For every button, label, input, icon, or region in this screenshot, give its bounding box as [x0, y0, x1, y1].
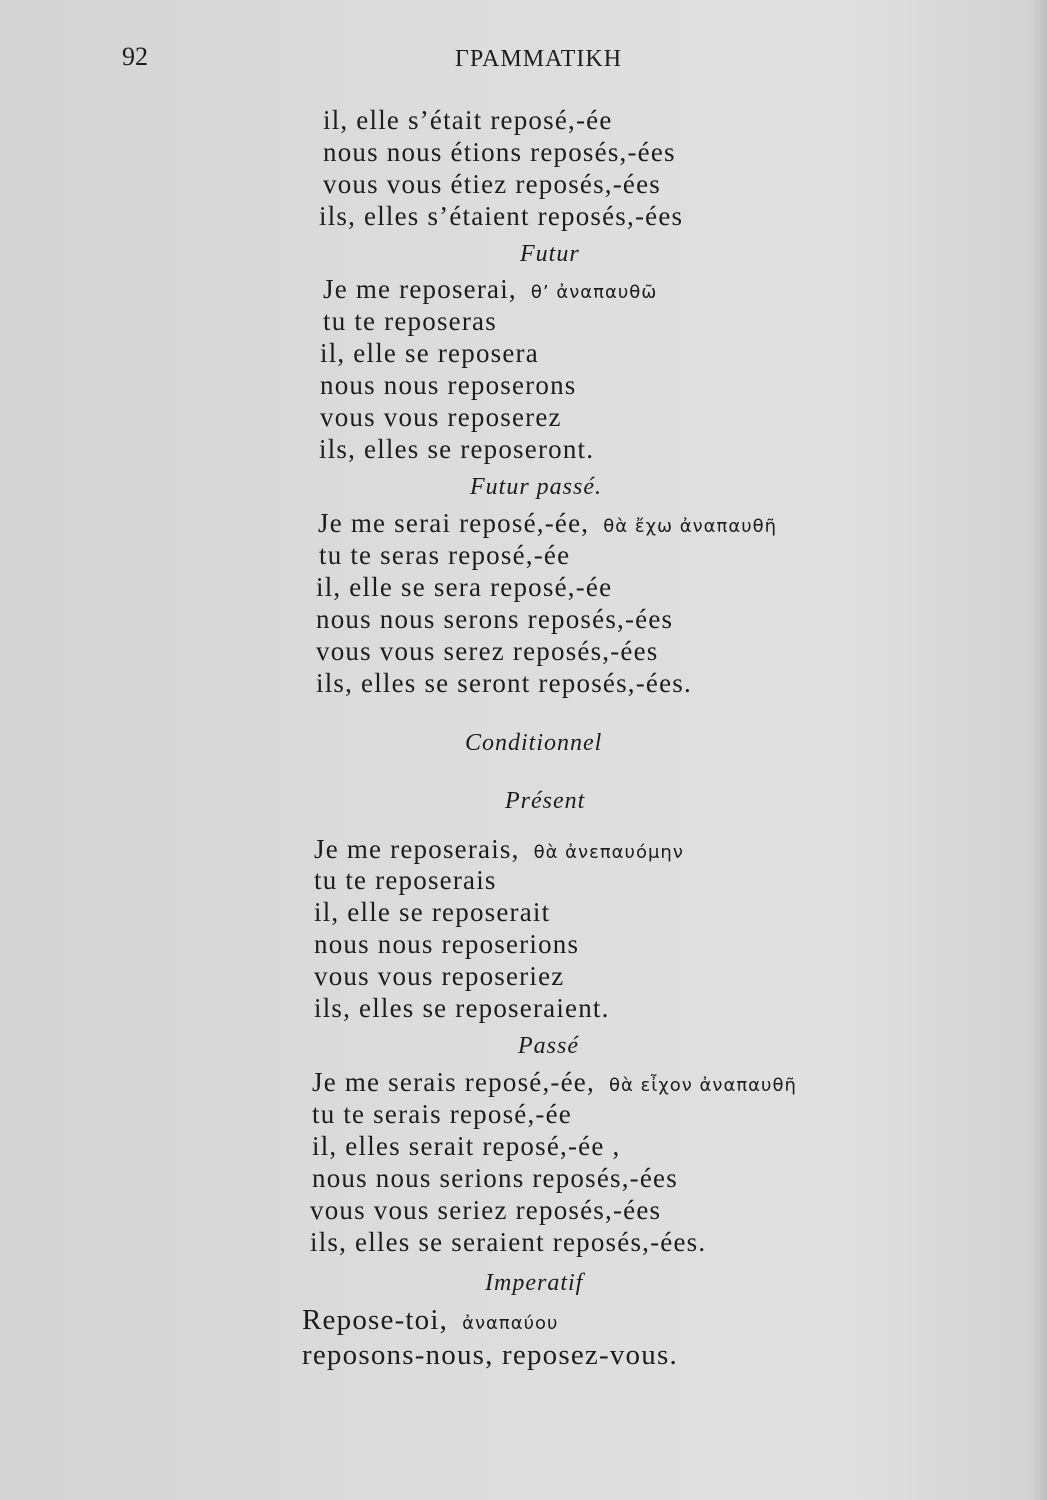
conjugation-line: ils, elles se seront reposés,-ées. — [316, 668, 692, 698]
tense-heading-passe: Passé — [518, 1033, 579, 1059]
conjugation-line: ils, elles s’étaient reposés,-ées — [319, 201, 684, 231]
greek-translation: ἀναπαύου — [462, 1313, 559, 1334]
conjugation-line: vous vous serez reposés,-ées — [316, 636, 659, 666]
running-title: ΓΡΑΜΜΑΤΙΚΗ — [455, 46, 623, 72]
conjugation-line: nous nous étions reposés,-ées — [323, 137, 676, 167]
conjugation-line: tu te reposeras — [323, 306, 497, 336]
conjugation-line-first — [312, 1067, 797, 1098]
greek-translation: θὰ ἀνεπαυόμην — [533, 842, 684, 863]
conjugation-line: vous vous seriez reposés,-ées — [310, 1195, 662, 1225]
mood-heading-conditionnel: Conditionnel — [465, 730, 603, 756]
mood-heading-imperatif: Imperatif — [485, 1270, 584, 1296]
tense-heading-futur-passe: Futur passé. — [470, 474, 602, 500]
conjugation-line: ils, elles se seraient reposés,-ées. — [310, 1227, 707, 1257]
conjugation-line-first — [318, 508, 777, 539]
conjugation-line: vous vous reposerez — [320, 402, 562, 432]
conjugation-line: tu te seras reposé,-ée — [319, 540, 571, 570]
conjugation-line-first — [302, 1304, 558, 1337]
french-text: Je me serai reposé,-ée, — [318, 508, 590, 538]
french-text: Je me reposerai, — [323, 274, 517, 304]
tense-heading-futur: Futur — [520, 241, 580, 267]
conjugation-line: il, elle s’était reposé,-ée — [323, 105, 613, 135]
conjugation-line: nous nous serions reposés,-ées — [312, 1163, 678, 1193]
conjugation-line: nous nous reposerions — [314, 929, 580, 959]
conjugation-line: vous vous reposeriez — [314, 961, 565, 991]
conjugation-line: reposons-nous, reposez-vous. — [302, 1339, 678, 1371]
conjugation-line: il, elle se reposerait — [314, 897, 551, 927]
conjugation-line: il, elles serait reposé,-ée , — [312, 1131, 621, 1161]
conjugation-line: tu te serais reposé,-ée — [312, 1099, 572, 1129]
conjugation-line-first — [314, 834, 684, 865]
conjugation-line: il, elle se sera reposé,-ée — [316, 572, 613, 602]
tense-heading-present: Présent — [505, 788, 586, 814]
greek-translation: θ’ ἀναπαυθῶ — [530, 282, 658, 303]
french-text: Je me serais reposé,-ée, — [312, 1067, 595, 1097]
conjugation-line: nous nous reposerons — [320, 370, 577, 400]
conjugation-line-first — [323, 274, 657, 305]
french-text: Je me reposerais, — [314, 834, 520, 864]
page-number: 92 — [122, 42, 148, 71]
conjugation-line: vous vous étiez reposés,-ées — [323, 169, 662, 199]
french-text: Repose-toi, — [302, 1304, 449, 1336]
greek-translation: θὰ ἔχω ἀναπαυθῆ — [603, 516, 778, 537]
conjugation-line: il, elle se reposera — [320, 338, 539, 368]
conjugation-line: ils, elles se reposeront. — [319, 434, 595, 464]
page-edge — [1033, 0, 1047, 1500]
conjugation-line: nous nous serons reposés,-ées — [316, 604, 674, 634]
conjugation-line: tu te reposerais — [314, 865, 497, 895]
greek-translation: θὰ εἶχον ἀναπαυθῆ — [608, 1075, 797, 1096]
conjugation-line: ils, elles se reposeraient. — [314, 993, 610, 1023]
